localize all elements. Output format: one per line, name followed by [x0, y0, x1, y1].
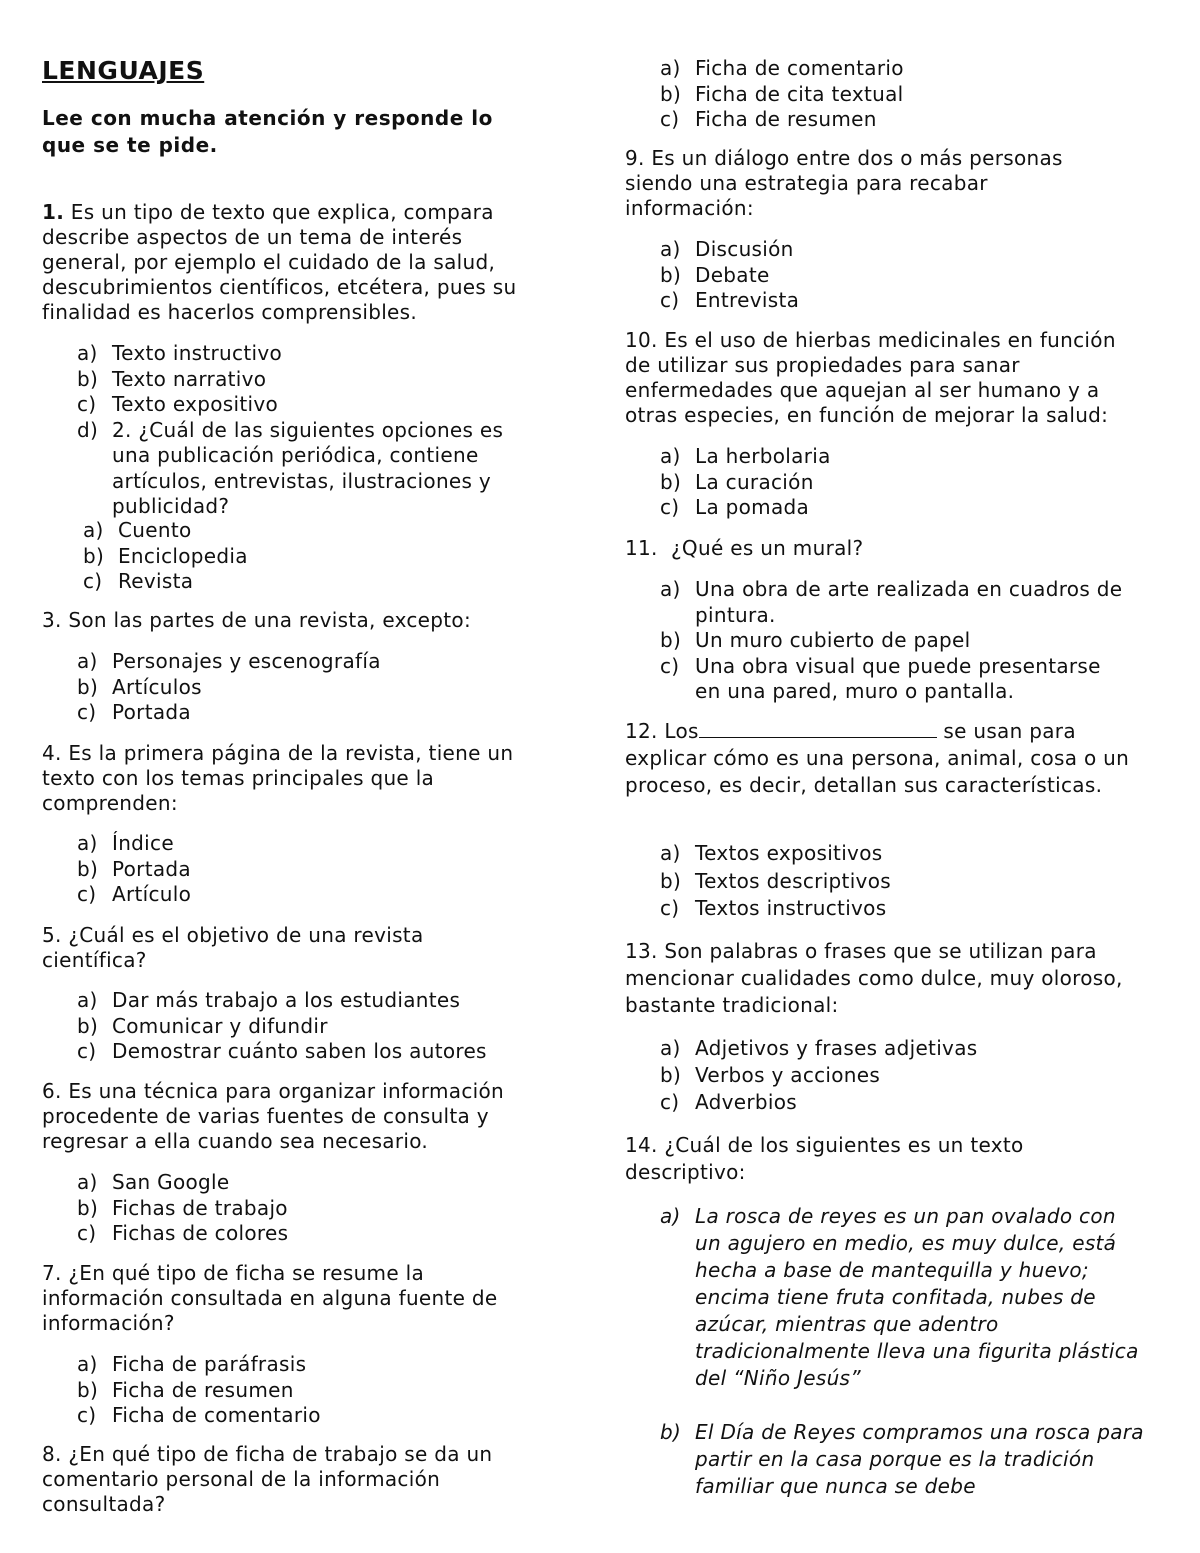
- option[interactable]: a) La rosca de reyes es un pan ovalado con un agujero en medio, es muy dulce, está hecha a base de mantequilla y huevo; encima tiene fruta confitada, nubes de azúcar, mientras que adentro tradicionalmente lleva una figurita plástica del “Niño Jesús”: [660, 1204, 1139, 1390]
- question-12-text-start: 12. Los: [625, 719, 699, 743]
- option[interactable]: b) Comunicar y difundir: [77, 1013, 328, 1038]
- question-8: 8. ¿En qué tipo de ficha de trabajo se da un comentario personal de la información consultada?: [42, 1442, 493, 1516]
- option[interactable]: c) Entrevista: [660, 288, 800, 312]
- question-1-options: [77, 341, 537, 520]
- option[interactable]: b) Fichas de trabajo: [77, 1195, 288, 1220]
- option[interactable]: c) Ficha de comentario: [77, 1403, 321, 1427]
- question-12-options: [660, 840, 1120, 923]
- option[interactable]: a) Ficha de comentario: [660, 56, 904, 80]
- question-4-options: [77, 831, 537, 908]
- option[interactable]: c) Artículo: [77, 882, 192, 906]
- question-7-options: [77, 1352, 537, 1429]
- option[interactable]: a) Discusión: [660, 237, 794, 261]
- question-3: 3. Son las partes de una revista, excepto:: [42, 608, 471, 632]
- option[interactable]: a) Cuento: [83, 518, 192, 542]
- option[interactable]: c) Portada: [77, 700, 191, 724]
- question-9-options: [660, 237, 1120, 314]
- question-5: 5. ¿Cuál es el objetivo de una revista científica?: [42, 923, 424, 972]
- option[interactable]: b) Verbos y acciones: [660, 1063, 881, 1087]
- question-6-options: [77, 1170, 537, 1247]
- option[interactable]: a) San Google: [77, 1170, 230, 1194]
- option[interactable]: a) Índice: [77, 831, 174, 855]
- question-12-text-end: se usan para explicar cómo es una persona, animal, cosa o un proceso, es decir, detallan sus características.: [625, 719, 1130, 797]
- option[interactable]: c) Texto expositivo: [77, 392, 279, 416]
- option[interactable]: b) El Día de Reyes compramos una rosca para partir en la casa porque es la tradición familiar que nunca se debe: [660, 1420, 1144, 1498]
- option[interactable]: a) Texto instructivo: [77, 341, 283, 365]
- option[interactable]: c) Fichas de colores: [77, 1221, 289, 1245]
- option[interactable]: a) Personajes y escenografía: [77, 649, 381, 673]
- option[interactable]: b) Ficha de cita textual: [660, 81, 904, 106]
- option[interactable]: c) Una obra visual que puede presentarse en una pared, muro o pantalla.: [660, 653, 1101, 703]
- question-12: [625, 718, 1130, 799]
- page-title: LENGUAJES: [42, 56, 205, 85]
- question-3-options: [77, 649, 537, 726]
- question-6: 6. Es una técnica para organizar información procedente de varias fuentes de consulta y regresar a ella cuando sea necesario.: [42, 1079, 504, 1153]
- question-2-options: [83, 518, 383, 595]
- question-11: 11. ¿Qué es un mural?: [625, 536, 864, 560]
- option[interactable]: b) Textos descriptivos: [660, 868, 891, 893]
- option[interactable]: a) Una obra de arte realizada en cuadros de pintura.: [660, 577, 1123, 627]
- option[interactable]: c) Revista: [83, 569, 194, 593]
- option[interactable]: c) Demostrar cuánto saben los autores: [77, 1039, 487, 1063]
- question-1-text: Es un tipo de texto que explica, compara describe aspectos de un tema de interés general, por ejemplo el cuidado de la salud, descubrimientos científicos, etcétera, pues su finalidad es hacerlos comprensibles.: [42, 200, 517, 324]
- option[interactable]: c) Ficha de resumen: [660, 107, 877, 131]
- option[interactable]: c) Textos instructivos: [660, 896, 887, 920]
- question-8-options: [660, 56, 1120, 133]
- option[interactable]: b) Portada: [77, 856, 191, 881]
- option[interactable]: a) Textos expositivos: [660, 841, 883, 865]
- option[interactable]: b) Enciclopedia: [83, 543, 248, 568]
- instructions: Lee con mucha atención y responde lo que se te pide.: [42, 106, 493, 157]
- option[interactable]: b) Un muro cubierto de papel: [660, 628, 971, 652]
- option[interactable]: c) Adverbios: [660, 1090, 797, 1114]
- question-10: 10. Es el uso de hierbas medicinales en función de utilizar sus propiedades para sanar enfermedades que aquejan al ser humano y a otras especies, en función de mejorar la salud:: [625, 328, 1116, 427]
- option[interactable]: a) Dar más trabajo a los estudiantes: [77, 988, 461, 1012]
- option[interactable]: b) La curación: [660, 469, 814, 494]
- question-13-options: [660, 1035, 1120, 1116]
- question-1: [42, 200, 547, 325]
- option[interactable]: b) Texto narrativo: [77, 366, 267, 391]
- question-11-options: [660, 577, 1130, 705]
- option[interactable]: c) La pomada: [660, 495, 810, 519]
- question-9: 9. Es un diálogo entre dos o más personas siendo una estrategia para recabar información:: [625, 146, 1063, 220]
- question-13: 13. Son palabras o frases que se utilizan para mencionar cualidades como dulce, muy oloroso, bastante tradicional:: [625, 939, 1123, 1017]
- question-7: 7. ¿En qué tipo de ficha se resume la información consultada en alguna fuente de información?: [42, 1261, 498, 1335]
- question-5-options: [77, 988, 547, 1065]
- option[interactable]: b) Artículos: [77, 674, 202, 699]
- question-10-options: [660, 444, 1120, 521]
- question-1-number: 1.: [42, 200, 65, 224]
- fill-in-blank[interactable]: [699, 719, 937, 738]
- question-4: 4. Es la primera página de la revista, tiene un texto con los temas principales que la comprenden:: [42, 741, 514, 815]
- question-14-options: [660, 1203, 1145, 1500]
- option[interactable]: a) La herbolaria: [660, 444, 831, 468]
- option[interactable]: b) Debate: [660, 262, 770, 287]
- option[interactable]: b) Ficha de resumen: [77, 1377, 294, 1402]
- question-14: 14. ¿Cuál de los siguientes es un texto descriptivo:: [625, 1133, 1024, 1184]
- option[interactable]: a) Adjetivos y frases adjetivas: [660, 1036, 978, 1060]
- option[interactable]: d) 2. ¿Cuál de las siguientes opciones es una publicación periódica, contiene artículos, entrevistas, ilustraciones y publicidad?: [77, 417, 504, 518]
- option[interactable]: a) Ficha de paráfrasis: [77, 1352, 307, 1376]
